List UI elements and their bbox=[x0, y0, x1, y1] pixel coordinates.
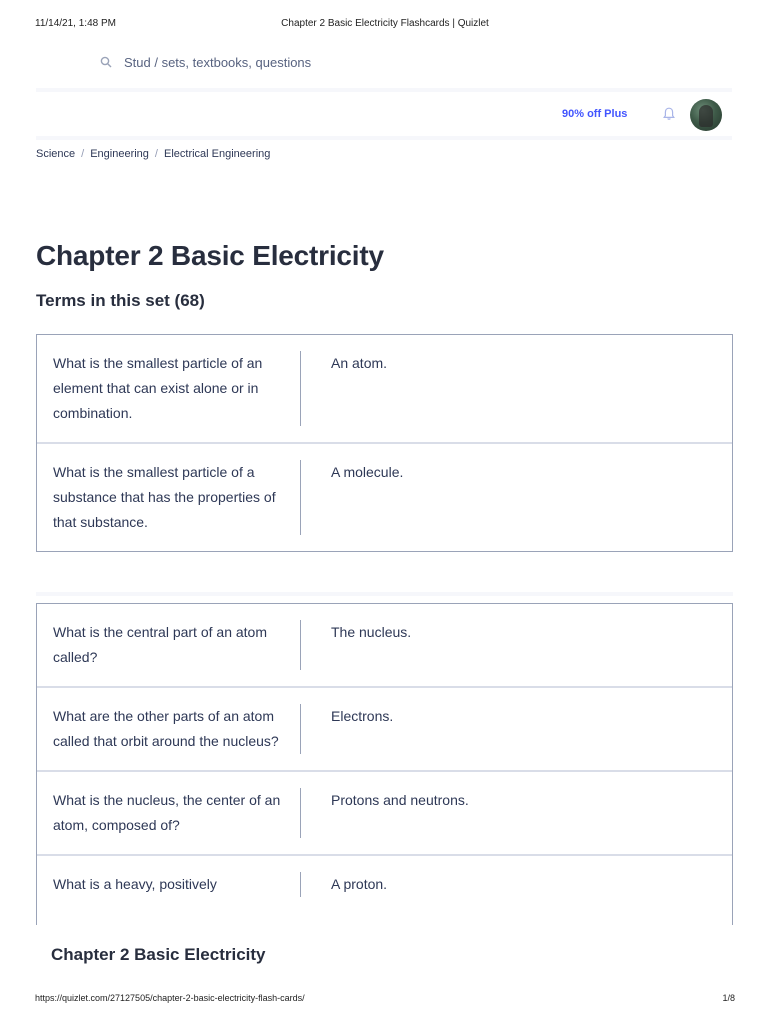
term-text: What is a heavy, positively bbox=[53, 876, 217, 892]
group-separator bbox=[36, 592, 733, 596]
search-icon bbox=[100, 55, 114, 69]
term-card-group bbox=[36, 603, 733, 925]
breadcrumb-item-electrical-engineering[interactable]: Electrical Engineering bbox=[163, 148, 271, 160]
term-row[interactable] bbox=[37, 856, 732, 913]
breadcrumb-separator: / bbox=[154, 148, 158, 160]
term-row[interactable] bbox=[37, 335, 732, 444]
user-avatar[interactable] bbox=[690, 99, 722, 131]
search-input-text[interactable]: Stud / sets, textbooks, questions bbox=[124, 54, 312, 70]
definition-text: Protons and neutrons. bbox=[331, 792, 469, 808]
notification-bell-icon[interactable] bbox=[661, 106, 677, 122]
header-divider-top bbox=[36, 88, 732, 92]
terms-count-heading: Terms in this set (68) bbox=[36, 291, 205, 310]
breadcrumb-item-engineering[interactable]: Engineering bbox=[90, 148, 149, 160]
print-document-title: Chapter 2 Basic Electricity Flashcards | Quizlet bbox=[281, 18, 489, 29]
breadcrumb bbox=[36, 148, 270, 160]
term-text: What are the other parts of an atom called that orbit around the nucleus? bbox=[53, 708, 279, 749]
term-row[interactable] bbox=[37, 444, 732, 551]
print-header bbox=[35, 18, 735, 32]
search-bar[interactable] bbox=[100, 52, 311, 72]
breadcrumb-separator: / bbox=[81, 148, 85, 160]
print-datetime: 11/14/21, 1:48 PM bbox=[35, 18, 116, 29]
term-text: What is the smallest particle of an element that can exist alone or in combination. bbox=[53, 355, 263, 421]
print-page-number: 1/8 bbox=[722, 993, 735, 1003]
header-divider-bottom bbox=[36, 136, 732, 140]
definition-text: The nucleus. bbox=[331, 624, 412, 640]
term-text: What is the nucleus, the center of an atom, composed of? bbox=[53, 792, 281, 833]
page-title: Chapter 2 Basic Electricity bbox=[36, 240, 384, 271]
term-row[interactable] bbox=[37, 688, 732, 772]
definition-text: A molecule. bbox=[331, 464, 404, 480]
term-text: What is the smallest particle of a substance that has the properties of that substance. bbox=[53, 464, 276, 530]
definition-text: A proton. bbox=[331, 876, 388, 892]
definition-text: Electrons. bbox=[331, 708, 394, 724]
print-url: https://quizlet.com/27127505/chapter-2-basic-electricity-flash-cards/ bbox=[35, 993, 305, 1003]
breadcrumb-item-science[interactable]: Science bbox=[36, 148, 76, 160]
definition-text: An atom. bbox=[331, 355, 388, 371]
print-footer bbox=[35, 993, 735, 1003]
set-footer-title: Chapter 2 Basic Electricity bbox=[51, 945, 266, 964]
term-row[interactable] bbox=[37, 772, 732, 856]
term-text: What is the central part of an atom called? bbox=[53, 624, 267, 665]
upgrade-plus-link[interactable]: 90% off Plus bbox=[562, 108, 628, 120]
term-card-group bbox=[36, 334, 733, 552]
term-row[interactable] bbox=[37, 604, 732, 688]
